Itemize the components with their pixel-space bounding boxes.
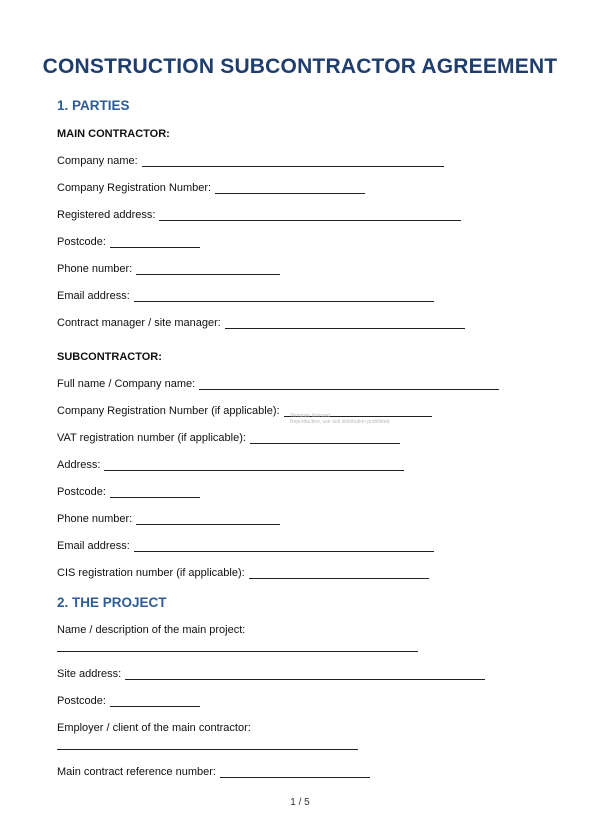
mc-address-blank[interactable] [159,209,461,221]
mc-postcode-label: Postcode: [57,236,106,248]
sc-vat-field [57,432,400,444]
sc-full-name-label: Full name / Company name: [57,378,196,390]
mc-registration-label: Company Registration Number: [57,182,212,194]
sc-email-field [57,540,434,552]
sc-vat-blank[interactable] [250,432,400,444]
sc-cis-blank[interactable] [249,567,429,579]
sc-phone-blank[interactable] [136,513,280,525]
project-site-address-label: Site address: [57,668,122,680]
sc-full-name-blank[interactable] [199,378,499,390]
mc-postcode-field [57,236,200,248]
project-site-address-blank[interactable] [125,668,485,680]
project-description-label: Name / description of the main project: [57,624,246,636]
sc-postcode-field [57,486,200,498]
project-description-field [57,624,245,636]
project-postcode-blank[interactable] [110,695,200,707]
mc-company-name-blank[interactable] [142,155,444,167]
section-parties-heading: 1. PARTIES [57,98,130,113]
mc-phone-label: Phone number: [57,263,133,275]
sc-registration-label: Company Registration Number (if applicable): [57,405,280,417]
sc-email-blank[interactable] [134,540,434,552]
mc-company-name-field [57,155,444,167]
project-site-address-field [57,668,485,680]
page-number: 1 / 5 [290,797,310,808]
sc-phone-field [57,513,280,525]
project-postcode-field [57,695,200,707]
project-reference-field [57,766,370,778]
sc-address-field [57,459,404,471]
mc-manager-blank[interactable] [225,317,465,329]
sc-address-blank[interactable] [104,459,404,471]
subcontractor-heading: SUBCONTRACTOR: [57,351,162,363]
project-employer-label: Employer / client of the main contractor: [57,722,251,734]
sc-postcode-label: Postcode: [57,486,106,498]
sc-cis-field [57,567,429,579]
mc-email-label: Email address: [57,290,130,302]
project-employer-blank[interactable] [57,749,358,750]
sc-address-label: Address: [57,459,101,471]
main-contractor-heading: MAIN CONTRACTOR: [57,128,170,140]
project-employer-field [57,722,251,734]
mc-manager-label: Contract manager / site manager: [57,317,221,329]
mc-phone-blank[interactable] [136,263,280,275]
mc-registration-field [57,182,365,194]
project-reference-blank[interactable] [220,766,370,778]
mc-manager-field [57,317,465,329]
mc-address-label: Registered address: [57,209,156,221]
sc-phone-label: Phone number: [57,513,133,525]
section-project-heading: 2. THE PROJECT [57,595,167,610]
project-description-blank[interactable] [57,651,418,652]
mc-postcode-blank[interactable] [110,236,200,248]
sc-full-name-field [57,378,499,390]
sc-vat-label: VAT registration number (if applicable): [57,432,246,444]
sc-email-label: Email address: [57,540,130,552]
mc-email-field [57,290,434,302]
sc-postcode-blank[interactable] [110,486,200,498]
mc-email-blank[interactable] [134,290,434,302]
mc-registration-blank[interactable] [215,182,365,194]
project-postcode-label: Postcode: [57,695,106,707]
sc-cis-label: CIS registration number (if applicable): [57,567,245,579]
project-reference-label: Main contract reference number: [57,766,216,778]
mc-phone-field [57,263,280,275]
mc-company-name-label: Company name: [57,155,138,167]
mc-address-field [57,209,461,221]
document-title: CONSTRUCTION SUBCONTRACTOR AGREEMENT [42,55,558,78]
watermark-text: Template licensed Reproduction, use and distribution prohibited. [290,413,391,425]
